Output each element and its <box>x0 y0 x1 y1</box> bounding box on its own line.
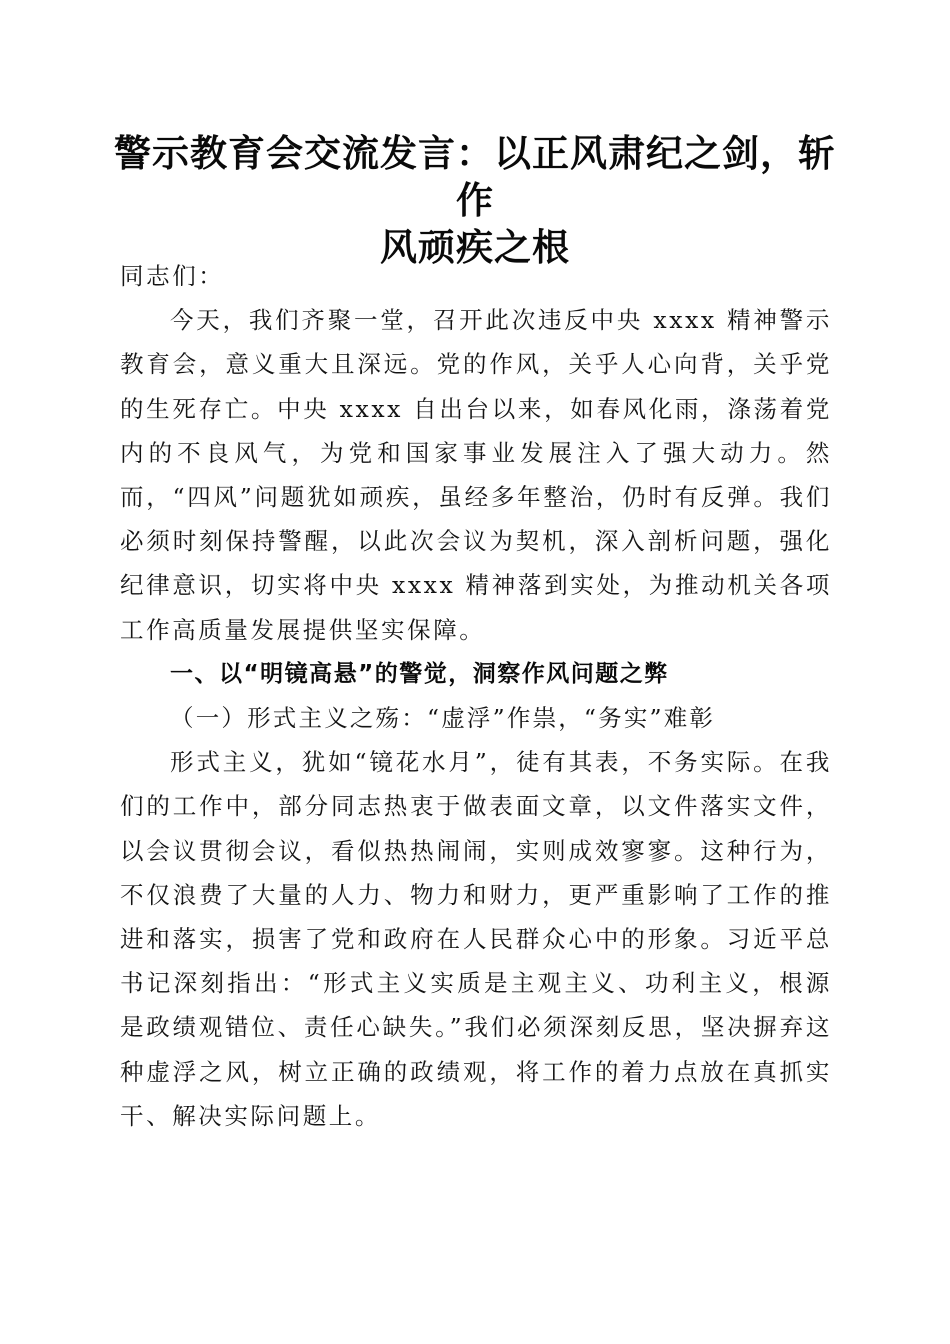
document-body <box>120 254 832 1138</box>
subsection-heading-1: （一）形式主义之殇：“虚浮”作祟，“务实”难彰 <box>170 704 716 733</box>
title-line-2: 风顽疾之根 <box>380 225 570 269</box>
salutation: 同志们： <box>120 262 225 290</box>
section-heading-1: 一、以“明镜高悬”的警觉，洞察作风问题之弊 <box>170 660 669 687</box>
title-line-1: 警示教育会交流发言：以正风肃纪之剑，斩作 <box>114 131 836 222</box>
subsection-paragraph-1: 形式主义，犹如“镜花水月”，徒有其表，不务实际。在我们的工作中，部分同志热衷于做表面文章，以文件落实文件，以会议贯彻会议，看似热热闹闹，实则成效寥寥。这种行为，不仅浪费了大量的人力、物力和财力，更严重影响了工作的推进和落实，损害了党和政府在人民群众心中的形象。习近平总书记深刻指出：“形式主义实质是主观主义、功利主义，根源是政绩观错位、责任心缺失。”我们必须深刻反思，坚决摒弃这种虚浮之风，树立正确的政绩观，将工作的着力点放在真抓实干、解决实际问题上。 <box>120 748 832 1130</box>
intro-paragraph: 今天，我们齐聚一堂，召开此次违反中央 xxxx 精神警示教育会，意义重大且深远。党的作风，关乎人心向背，关乎党的生死存亡。中央 xxxx 自出台以来，如春风化雨，涤荡着党内的不良风气，为党和国家事业发展注入了强大动力。然而，“四风”问题犹如顽疾，虽经多年整治，仍时有反弹。我们必须时刻保持警醒，以此次会议为契机，深入剖析问题，强化纪律意识，切实将中央 xxxx 精神落到实处，为推动机关各项工作高质量发展提供坚实保障。 <box>120 306 832 644</box>
document-title <box>100 130 850 271</box>
